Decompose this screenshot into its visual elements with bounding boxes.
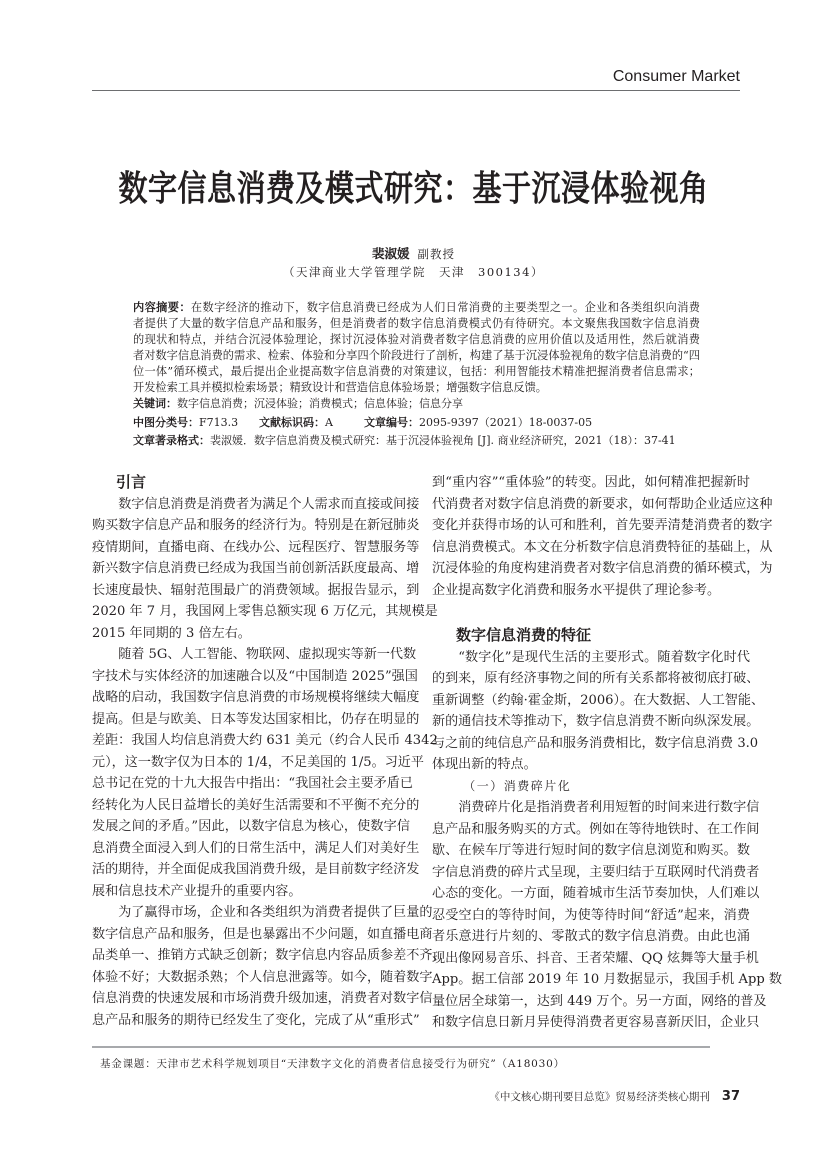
paragraph <box>92 494 438 645</box>
doc-code-value: A <box>325 416 333 429</box>
section-heading: 数字信息消费的特征 <box>456 626 592 644</box>
text-line: 新的通信技术等推动下，数字信息消费不断向纵深发展。 <box>432 714 760 729</box>
journal-note: 《中文核心期刊要目总览》贸易经济类核心期刊 <box>489 1091 710 1103</box>
text-line: 代消费者对数字信息消费的新要求，如何帮助企业适应这种 <box>432 496 773 512</box>
text-line: 消费碎片化是指消费者利用短暂的时间来进行数字信 <box>458 800 760 815</box>
author-line <box>0 244 827 262</box>
article-no-value: 2095-9397（2021）18-0037-05 <box>419 416 593 429</box>
text-line: 2015 年同期的 3 倍左右。 <box>92 625 251 641</box>
page-footer <box>92 1089 740 1104</box>
text-line: 2020 年 7 月，我国网上零售总额实现 6 万亿元，其规模是 <box>92 604 438 619</box>
text-line: 息产品和服务购买的方式。例如在等待地铁时、在工作间 <box>432 821 760 837</box>
keywords-label: 关键词： <box>133 397 177 410</box>
text-line: “数字化”是现代生活的主要形式。随着数字化时代 <box>458 649 750 665</box>
text-line: App。据工信部 2019 年 10 月数据显示，我国手机 App 数 <box>432 972 782 987</box>
text-line: 心态的变化。一方面，随着城市生活节奏加快，人们难以 <box>432 886 760 901</box>
text-line: 变化并获得市场的认可和胜利，首先要弄清楚消费者的数字 <box>432 518 773 533</box>
clc-value: F713.3 <box>199 416 239 429</box>
text-line: 购买数字信息产品和服务的经济行为。特别是在新冠肺炎 <box>92 518 420 533</box>
section-heading: 引言 <box>116 473 147 491</box>
clc-label: 中图分类号： <box>133 416 199 429</box>
paragraph <box>92 644 438 902</box>
text-line: 字技术与实体经济的加速融合以及“中国制造 2025”强国 <box>92 668 418 684</box>
keywords <box>133 395 463 411</box>
text-line: 沉浸体验的角度构建消费者对数字信息消费的循环模式，为 <box>432 561 773 576</box>
paragraph <box>92 902 446 1031</box>
text-line: 企业提高数字化消费和服务水平提供了理论参考。 <box>432 582 721 598</box>
text-line: 忍受空白的等待时间，为使等待时间“舒适”起来，消费 <box>432 907 750 923</box>
text-line: 息消费全面浸入到人们的日常生活中，满足人们对美好生 <box>92 840 420 856</box>
abstract-line: 位一体”循环模式，最后提出企业提高数字信息消费的对策建议，包括：利用智能技术精准把握消费者信息需求； <box>133 365 700 378</box>
text-line: 量位居全球第一，达到 449 万个。另一方面，网络的普及 <box>432 993 767 1009</box>
author-affiliation: （天津商业大学管理学院 天津 300134） <box>283 265 544 279</box>
abstract-line: 者对数字信息消费的需求、检索、体验和分享四个阶段进行了剖析，构建了基于沉浸体验视角的数字信息消费的“四 <box>133 349 700 362</box>
abstract <box>133 300 700 396</box>
abstract-line: 开发检索工具并模拟检索场景；精致设计和营造信息体验场景；增强数字信息反馈。 <box>133 381 547 394</box>
text-line: 现出像网易音乐、抖音、王者荣耀、QQ 炫舞等大量手机 <box>432 950 759 966</box>
text-line: 疫情期间，直播电商、在线办公、远程医疗、智慧服务等 <box>92 539 420 555</box>
text-line: 的到来，原有经济事物之间的所有关系都将被彻底打破、 <box>432 671 760 686</box>
text-line: 随着 5G、人工智能、物联网、虚拟现实等新一代数 <box>118 647 417 662</box>
author-rank: 副教授 <box>417 247 455 261</box>
text-line: 差距：我国人均信息消费大约 631 美元（约合人民币 4342 <box>92 733 438 748</box>
paragraph <box>432 647 765 776</box>
text-line: 信息消费模式。本文在分析数字信息消费特征的基础上，从 <box>432 539 773 555</box>
classification-row <box>133 414 700 430</box>
text-line: 到“重内容”“重体验”的转变。因此，如何精准把握新时 <box>432 475 750 490</box>
text-line: 为了赢得市场，企业和各类组织为消费者提供了巨量的 <box>118 905 433 920</box>
text-line: 字信息消费的碎片式呈现，主要归结于互联网时代消费者 <box>432 864 760 880</box>
doc-code-label: 文献标识码： <box>259 416 325 429</box>
abstract-label: 内容摘要： <box>133 301 191 314</box>
text-line: 活的期待，并全面促成我国消费升级，是目前数字经济发 <box>92 862 420 877</box>
body-column-right <box>432 472 782 1034</box>
text-line: 展和信息技术产业提升的重要内容。 <box>92 883 302 899</box>
article-title: 数字信息消费及模式研究：基于沉浸体验视角 <box>118 167 709 210</box>
running-head: Consumer Market <box>612 68 740 85</box>
abstract-line: 的现状和特点，并结合沉浸体验理论，探讨沉浸体验对消费者数字信息消费的应用价值以及适用性，然后就消费 <box>133 333 700 346</box>
text-line: 与之前的纯信息产品和服务消费相比，数字信息消费 3.0 <box>432 735 759 751</box>
header-divider <box>92 90 740 91</box>
text-line: 发展之间的矛盾。”因此，以数字信息为核心，使数字信 <box>92 819 410 834</box>
text-line: 经转化为人民日益增长的美好生活需要和不平衡不充分的 <box>92 797 420 813</box>
text-line: 元），这一数字仅为日本的 1/4，不足美国的 1/5。习近平 <box>92 754 424 770</box>
paragraph <box>432 797 782 1034</box>
subsection-heading: （一）消费碎片化 <box>463 778 572 793</box>
citation-format <box>133 432 676 448</box>
text-line: 体现出新的特点。 <box>432 757 537 772</box>
abstract-text: 在数字经济的推动下，数字信息消费已经成为人们日常消费的主要类型之一。企业和各类组织向消费 <box>190 301 700 314</box>
citation-label: 文章著录格式： <box>133 434 210 447</box>
text-line: 数字信息产品和服务，但是也暴露出不少问题，如直播电商 <box>92 926 433 942</box>
text-line: 提高。但是与欧美、日本等发达国家相比，仍存在明显的 <box>92 711 420 727</box>
fund-footnote: 基金课题：天津市艺术科学规划项目“天津数字文化的消费者信息接受行为研究”（A18030） <box>100 1058 565 1070</box>
text-line: 总书记在党的十九大报告中指出：“我国社会主要矛盾已 <box>92 776 413 791</box>
abstract-line <box>133 300 700 316</box>
text-line: 体验不好；大数据杀熟；个人信息泄露等。如今，随着数字 <box>92 969 433 985</box>
text-line: 和数字信息日新月异使得消费者更容易喜新厌旧，企业只 <box>432 1015 760 1030</box>
text-line: 新兴数字信息消费已经成为我国当前创新活跃度最高、增 <box>92 561 420 576</box>
text-line: 歇、在候车厅等进行短时间的数字信息浏览和购买。数 <box>432 843 750 858</box>
text-line: 战略的启动，我国数字信息消费的市场规模将继续大幅度 <box>92 690 420 705</box>
text-line: 重新调整（约翰·霍金斯，2006）。在大数据、人工智能、 <box>432 692 765 708</box>
abstract-line: 者提供了大量的数字信息产品和服务，但是消费者的数字信息消费模式仍有待研究。本文聚焦我国数字信息消费 <box>133 317 700 330</box>
text-line: 品类单一、推销方式缺乏创新；数字信息内容品质参差不齐、 <box>92 948 446 963</box>
text-line: 者乐意进行片刻的、零散式的数字信息消费。由此也涌 <box>432 929 750 944</box>
paragraph <box>432 472 773 601</box>
page-number: 37 <box>721 1089 740 1104</box>
citation-text: 裴淑媛．数字信息消费及模式研究：基于沉浸体验视角 [J]. 商业经济研究，2021（18）：37-41 <box>210 434 676 447</box>
body-column-left <box>92 472 446 1031</box>
text-line: 息产品和服务的期待已经发生了变化，完成了从“重形式” <box>92 1012 420 1028</box>
text-line: 数字信息消费是消费者为满足个人需求而直接或间接 <box>118 496 420 512</box>
keywords-text: 数字信息消费；沉浸体验；消费模式；信息体验；信息分享 <box>177 397 463 410</box>
author-name: 裴淑媛 <box>371 246 410 261</box>
text-line: 信息消费的快速发展和市场消费升级加速，消费者对数字信 <box>92 991 433 1006</box>
text-line: 长速度最快、辐射范围最广的消费领域。据报告显示，到 <box>92 582 420 598</box>
footnote-divider <box>92 1046 710 1048</box>
article-no-label: 文章编号： <box>364 416 419 429</box>
